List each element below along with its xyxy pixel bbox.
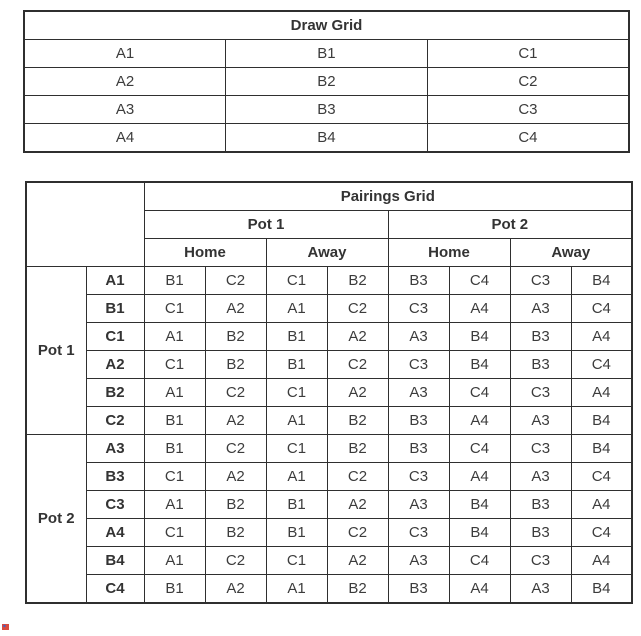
team-label: C3 xyxy=(86,491,144,519)
away-header: Away xyxy=(510,239,632,267)
team-label: A2 xyxy=(86,351,144,379)
pairing-cell: A3 xyxy=(388,491,449,519)
pairing-cell: C2 xyxy=(327,463,388,491)
pairings-grid-table xyxy=(25,181,633,604)
pairing-cell: C3 xyxy=(388,351,449,379)
pairing-cell: B1 xyxy=(144,435,205,463)
pairing-cell: B4 xyxy=(449,351,510,379)
table-row xyxy=(26,519,632,547)
pairing-cell: C4 xyxy=(571,463,632,491)
pairing-cell: B3 xyxy=(388,435,449,463)
pairing-cell: B3 xyxy=(388,407,449,435)
team-label: B3 xyxy=(86,463,144,491)
draw-cell: A3 xyxy=(24,96,226,124)
pairing-cell: B4 xyxy=(571,575,632,604)
pot1-header: Pot 1 xyxy=(144,211,388,239)
pairing-cell: C1 xyxy=(144,351,205,379)
team-label: C1 xyxy=(86,323,144,351)
pairing-cell: C4 xyxy=(449,379,510,407)
pairing-cell: B3 xyxy=(510,491,571,519)
pairing-cell: C4 xyxy=(571,295,632,323)
pairing-cell: A2 xyxy=(205,295,266,323)
pairing-cell: A1 xyxy=(144,491,205,519)
pairing-cell: B3 xyxy=(510,519,571,547)
pairing-cell: A4 xyxy=(571,491,632,519)
pairing-cell: A4 xyxy=(571,547,632,575)
pairing-cell: B3 xyxy=(388,267,449,295)
pairing-cell: C1 xyxy=(266,547,327,575)
pairing-cell: B1 xyxy=(266,519,327,547)
pairing-cell: B2 xyxy=(205,323,266,351)
pairing-cell: C4 xyxy=(449,547,510,575)
pairing-cell: B2 xyxy=(327,575,388,604)
pairing-cell: B1 xyxy=(266,491,327,519)
pairing-cell: B1 xyxy=(144,267,205,295)
draw-grid-title: Draw Grid xyxy=(24,11,629,40)
pairing-cell: A2 xyxy=(327,323,388,351)
pot1-row-label: Pot 1 xyxy=(26,267,86,435)
pairing-cell: A3 xyxy=(510,407,571,435)
pairing-cell: B3 xyxy=(510,323,571,351)
pairing-cell: A3 xyxy=(510,295,571,323)
table-row xyxy=(26,295,632,323)
draw-grid-title-row xyxy=(24,11,629,40)
pairing-cell: A4 xyxy=(571,379,632,407)
pairing-cell: B4 xyxy=(571,267,632,295)
table-row xyxy=(26,547,632,575)
pairing-cell: C2 xyxy=(327,519,388,547)
table-row xyxy=(26,463,632,491)
pairing-cell: A4 xyxy=(449,295,510,323)
pairing-cell: A4 xyxy=(449,407,510,435)
pairing-cell: C3 xyxy=(388,295,449,323)
pairing-cell: A2 xyxy=(327,491,388,519)
pairing-cell: A3 xyxy=(388,547,449,575)
pairing-cell: B4 xyxy=(571,435,632,463)
team-label: B4 xyxy=(86,547,144,575)
pairing-cell: A2 xyxy=(327,547,388,575)
pairing-cell: A2 xyxy=(205,407,266,435)
pairing-cell: C4 xyxy=(449,267,510,295)
pairing-cell: B1 xyxy=(266,351,327,379)
pairing-cell: B2 xyxy=(205,491,266,519)
table-row xyxy=(26,379,632,407)
pairing-cell: A1 xyxy=(266,463,327,491)
draw-cell: C1 xyxy=(427,40,629,68)
pairing-cell: A4 xyxy=(571,323,632,351)
pairing-cell: C3 xyxy=(510,267,571,295)
team-label: A1 xyxy=(86,267,144,295)
pairing-cell: A4 xyxy=(449,575,510,604)
draw-grid-table xyxy=(23,10,630,153)
draw-cell: C2 xyxy=(427,68,629,96)
draw-cell: B4 xyxy=(226,124,428,153)
table-row xyxy=(26,351,632,379)
pairing-cell: C4 xyxy=(571,351,632,379)
pairing-cell: A1 xyxy=(144,547,205,575)
pairings-title-row xyxy=(26,182,632,211)
broken-image-icon xyxy=(2,618,10,626)
pairing-cell: B4 xyxy=(449,519,510,547)
pairing-cell: B1 xyxy=(266,323,327,351)
pairings-grid-title: Pairings Grid xyxy=(144,182,632,211)
table-row xyxy=(24,96,629,124)
draw-cell: B1 xyxy=(226,40,428,68)
pot2-header: Pot 2 xyxy=(388,211,632,239)
pairing-cell: C2 xyxy=(205,435,266,463)
team-label: B2 xyxy=(86,379,144,407)
pairing-cell: C2 xyxy=(205,379,266,407)
pairing-cell: C3 xyxy=(510,435,571,463)
draw-cell: A2 xyxy=(24,68,226,96)
pairing-cell: B3 xyxy=(510,351,571,379)
pot2-row-label: Pot 2 xyxy=(26,435,86,604)
draw-cell: C4 xyxy=(427,124,629,153)
pairing-cell: B3 xyxy=(388,575,449,604)
pairing-cell: A3 xyxy=(388,323,449,351)
away-header: Away xyxy=(266,239,388,267)
table-row xyxy=(24,40,629,68)
pairing-cell: B1 xyxy=(144,575,205,604)
pairing-cell: C1 xyxy=(266,435,327,463)
pairing-cell: C3 xyxy=(388,463,449,491)
pairing-cell: B2 xyxy=(327,407,388,435)
pairing-cell: C3 xyxy=(510,379,571,407)
table-row xyxy=(26,323,632,351)
pairing-cell: C3 xyxy=(388,519,449,547)
team-label: C4 xyxy=(86,575,144,604)
pairing-cell: B4 xyxy=(571,407,632,435)
home-header: Home xyxy=(388,239,510,267)
home-header: Home xyxy=(144,239,266,267)
pairing-cell: C2 xyxy=(205,267,266,295)
pairing-cell: B2 xyxy=(205,519,266,547)
team-label: A4 xyxy=(86,519,144,547)
pairing-cell: A2 xyxy=(205,463,266,491)
table-row xyxy=(24,124,629,153)
pairing-cell: C4 xyxy=(449,435,510,463)
pairing-cell: C1 xyxy=(266,379,327,407)
table-row xyxy=(26,575,632,604)
draw-cell: B3 xyxy=(226,96,428,124)
pairing-cell: A3 xyxy=(388,379,449,407)
pairing-cell: B2 xyxy=(205,351,266,379)
table-row xyxy=(24,68,629,96)
pairing-cell: C2 xyxy=(205,547,266,575)
pairing-cell: C1 xyxy=(266,267,327,295)
pairing-cell: C1 xyxy=(144,519,205,547)
table-row xyxy=(26,435,632,463)
draw-cell: A4 xyxy=(24,124,226,153)
pairing-cell: A3 xyxy=(510,575,571,604)
draw-cell: B2 xyxy=(226,68,428,96)
table-row xyxy=(26,407,632,435)
pairing-cell: C2 xyxy=(327,351,388,379)
pairing-cell: A1 xyxy=(144,379,205,407)
pairing-cell: B2 xyxy=(327,267,388,295)
pairing-cell: B4 xyxy=(449,323,510,351)
empty-corner-cell xyxy=(26,182,144,267)
table-row xyxy=(26,267,632,295)
pairing-cell: A1 xyxy=(144,323,205,351)
draw-cell: A1 xyxy=(24,40,226,68)
pairing-cell: A1 xyxy=(266,407,327,435)
pairing-cell: C4 xyxy=(571,519,632,547)
pairing-cell: C1 xyxy=(144,295,205,323)
draw-cell: C3 xyxy=(427,96,629,124)
pairing-cell: B2 xyxy=(327,435,388,463)
pairing-cell: A1 xyxy=(266,295,327,323)
pairing-cell: B1 xyxy=(144,407,205,435)
pairing-cell: A1 xyxy=(266,575,327,604)
pairing-cell: B4 xyxy=(449,491,510,519)
pairing-cell: A4 xyxy=(449,463,510,491)
pairing-cell: C3 xyxy=(510,547,571,575)
team-label: C2 xyxy=(86,407,144,435)
table-row xyxy=(26,491,632,519)
pairing-cell: A2 xyxy=(205,575,266,604)
pairing-cell: C2 xyxy=(327,295,388,323)
pairing-cell: A3 xyxy=(510,463,571,491)
pairing-cell: C1 xyxy=(144,463,205,491)
pairing-cell: A2 xyxy=(327,379,388,407)
team-label: B1 xyxy=(86,295,144,323)
team-label: A3 xyxy=(86,435,144,463)
